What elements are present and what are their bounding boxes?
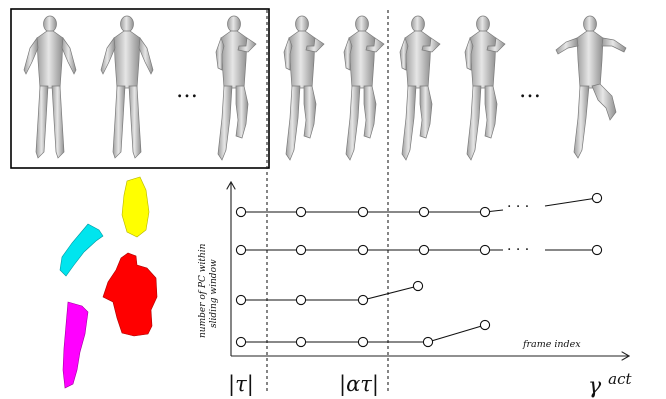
timeline-row — [236, 193, 601, 216]
figure-right-arm — [139, 38, 153, 74]
segment-torso-red — [103, 253, 157, 336]
tau-label: |τ| — [228, 372, 254, 396]
figure-left-leg — [574, 86, 589, 158]
human-figure — [216, 16, 256, 160]
timeline-node — [358, 295, 367, 304]
timeline-node — [296, 295, 305, 304]
timeline-node — [419, 245, 428, 254]
figure-left-arm — [24, 38, 38, 74]
figure-right-leg — [129, 86, 141, 158]
timeline-node — [480, 207, 489, 216]
human-figure — [24, 16, 76, 158]
figure-torso — [349, 31, 375, 88]
figure-right-leg — [364, 86, 376, 138]
timeline-line — [363, 286, 418, 300]
timeline-node — [358, 207, 367, 216]
figure-left-leg — [467, 86, 481, 160]
figure-right-arm — [602, 38, 626, 52]
timeline-line — [545, 198, 597, 206]
figure-head — [228, 16, 241, 32]
timeline-node — [358, 245, 367, 254]
segmented-body-parts — [60, 177, 157, 388]
timeline-node — [592, 245, 601, 254]
timeline-row — [236, 320, 489, 346]
timeline-node — [358, 337, 367, 346]
figure-head — [44, 16, 57, 32]
gamma-act-label — [588, 370, 633, 399]
figure-right-leg — [485, 86, 497, 138]
gamma-symbol: γ — [588, 374, 602, 399]
figure-right-leg — [52, 86, 64, 158]
timeline-row — [236, 242, 601, 258]
figure-left-leg — [36, 86, 48, 158]
timeline-line — [428, 325, 485, 342]
figure-torso — [289, 31, 315, 88]
timeline-node — [296, 337, 305, 346]
timeline-node — [236, 245, 245, 254]
figure-right-leg — [420, 86, 432, 138]
timeline-node — [480, 320, 489, 329]
figure-left-leg — [218, 86, 232, 160]
figure-head — [121, 16, 134, 32]
figure-torso — [577, 31, 603, 88]
segment-arm-yellow — [122, 177, 149, 237]
y-axis-label-line2: sliding window — [209, 259, 219, 328]
segment-forearm-cyan — [60, 224, 103, 276]
human-figure — [465, 16, 505, 160]
y-axis-label-line1: number of PC within — [198, 243, 208, 338]
figure-head — [296, 16, 309, 32]
figure-right-arm — [62, 38, 76, 74]
timeline-row — [236, 281, 422, 304]
human-figure — [556, 16, 626, 158]
figure-left-leg — [346, 86, 360, 160]
timeline-node — [480, 245, 489, 254]
timeline-node — [296, 207, 305, 216]
timeline-node — [592, 193, 601, 202]
figure-head — [356, 16, 369, 32]
figure-left-leg — [286, 86, 300, 160]
ellipsis-top-left: … — [176, 78, 198, 103]
figure-left-leg — [402, 86, 416, 160]
human-figure — [344, 16, 384, 160]
segment-leg-magenta — [63, 302, 88, 388]
figure-torso — [470, 31, 496, 88]
figure-right-leg — [592, 84, 616, 120]
timeline-ellipsis: · · · — [507, 242, 530, 258]
figure-torso — [37, 31, 63, 88]
timeline-node — [236, 207, 245, 216]
timeline-node — [296, 245, 305, 254]
gamma-superscript: act — [608, 370, 632, 388]
figure-left-arm — [556, 38, 578, 54]
figure-left-leg — [113, 86, 125, 158]
timeline-node — [236, 337, 245, 346]
figure-right-leg — [236, 86, 248, 138]
figure-head — [584, 16, 597, 32]
x-axis-label: frame index — [523, 339, 581, 350]
timeline-ellipsis: · · · — [507, 199, 530, 215]
figure-left-arm — [101, 38, 115, 74]
timelines — [236, 193, 601, 346]
timeline-node — [413, 281, 422, 290]
timeline-node — [236, 295, 245, 304]
figure-right-leg — [304, 86, 316, 138]
figure-head — [412, 16, 425, 32]
alpha-tau-label: |ατ| — [339, 372, 379, 396]
human-figure — [284, 16, 324, 160]
human-figure — [400, 16, 440, 160]
timeline-node — [419, 207, 428, 216]
human-figure — [101, 16, 153, 158]
timeline-node — [423, 337, 432, 346]
figure-torso — [114, 31, 140, 88]
figure-torso — [221, 31, 247, 88]
ellipsis-top-right: … — [519, 78, 541, 103]
figure-torso — [405, 31, 431, 88]
figure-head — [477, 16, 490, 32]
